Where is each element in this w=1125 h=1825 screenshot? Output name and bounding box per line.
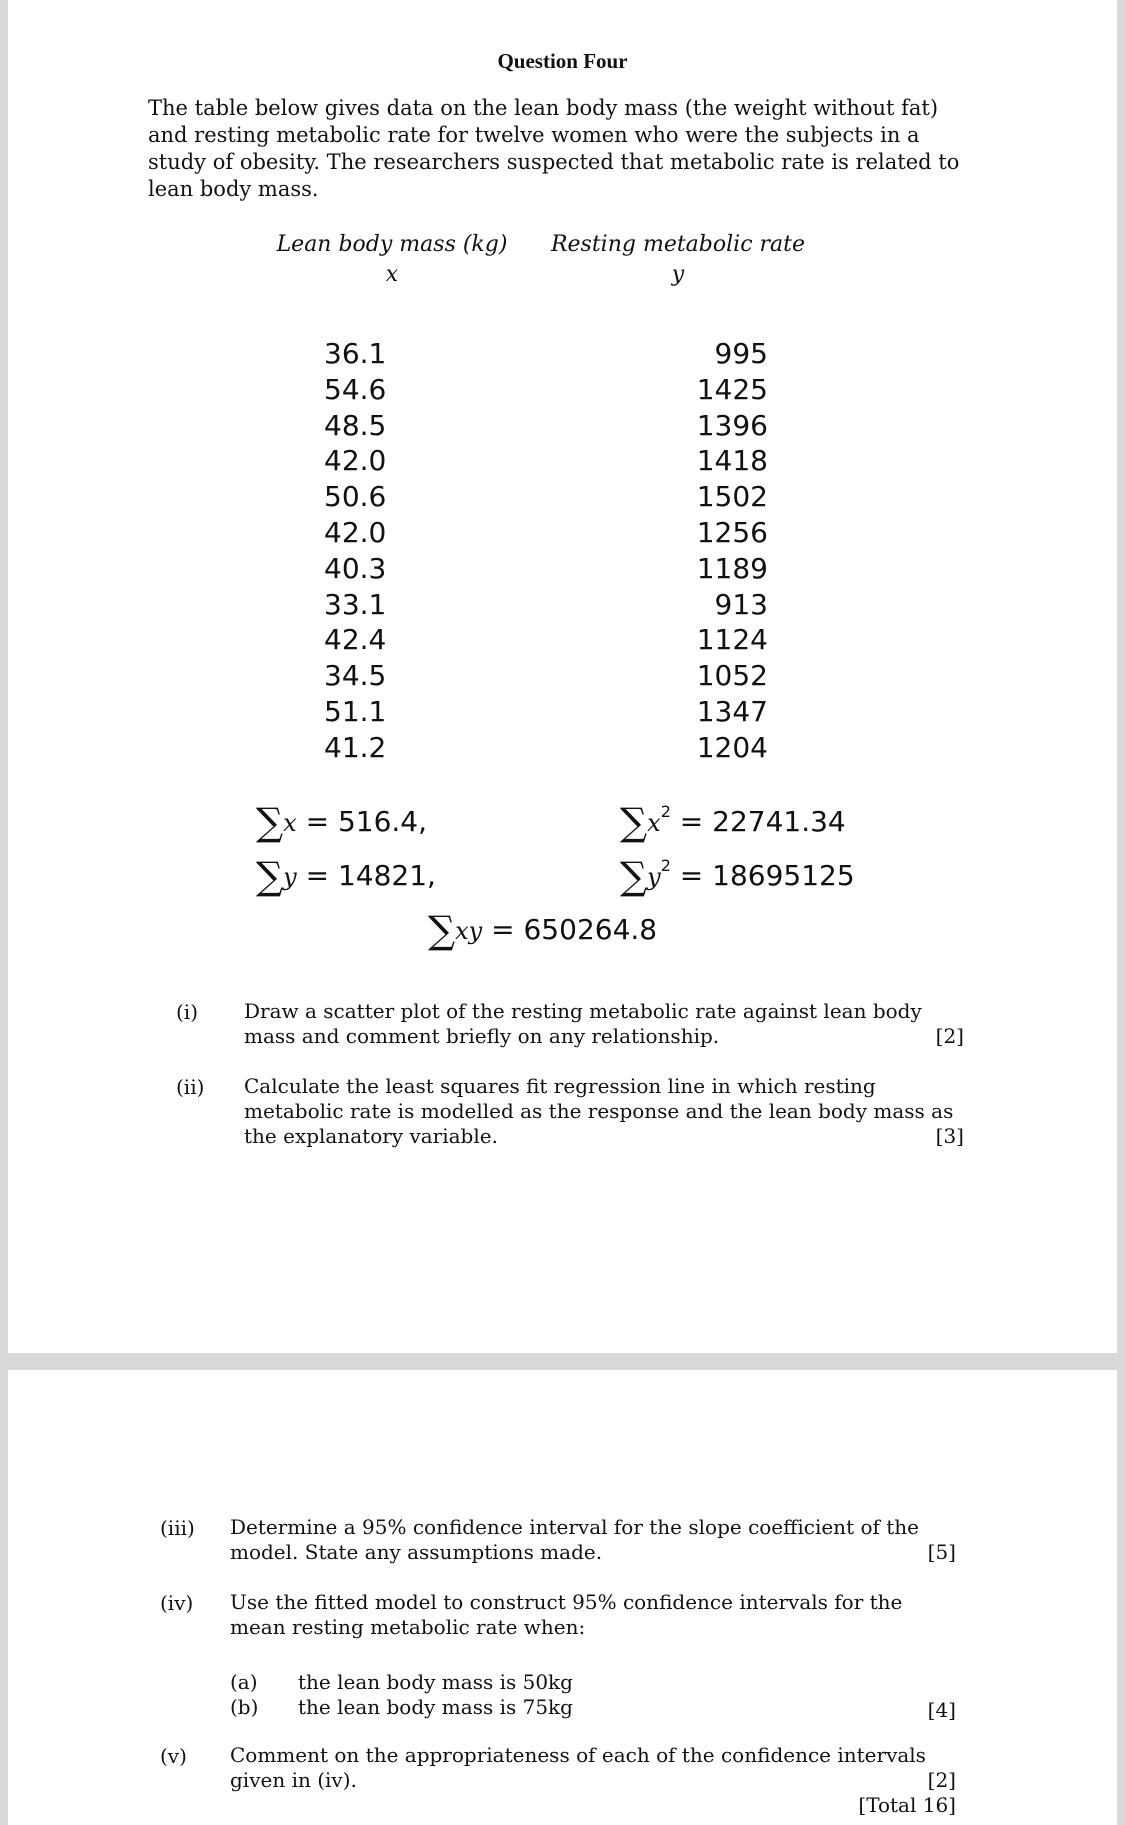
part-iv-mark: [4]: [927, 1698, 956, 1722]
y-value: 1347: [696, 694, 768, 728]
x-value: 42.4: [324, 623, 387, 657]
x-value: 42.0: [324, 515, 387, 549]
total-mark: [Total 16]: [858, 1793, 956, 1817]
part-ii-number: (ii): [176, 1075, 205, 1099]
part-iv-a-text: the lean body mass is 50kg: [298, 1670, 573, 1694]
part-i-number: (i): [176, 1000, 199, 1024]
sum-x-squared: $\sum x^2 = 22741.34$: [620, 800, 846, 844]
page-2: [8, 1370, 1117, 1825]
part-iii-mark: [5]: [927, 1540, 956, 1564]
y-value: 1425: [696, 372, 768, 406]
x-column-header: Lean body mass (kg): [276, 232, 508, 257]
y-value: 1396: [696, 408, 768, 442]
part-ii-mark: [3]: [935, 1124, 964, 1148]
question-title: Question Four: [497, 49, 628, 73]
part-i-text: Draw a scatter plot of the resting metabolic rate against lean body mass and comment briefly on any relationship.: [244, 999, 922, 1048]
sum-xy: ∑xy = 650264.8: [428, 908, 658, 952]
intro-paragraph: The table below gives data on the lean body mass (the weight without fat) and resting metabolic rate for twelve women who were the subjects in a study of obesity. The researchers suspected that metabolic rate is related to lean body mass.: [148, 96, 960, 201]
y-values-column: [648, 336, 768, 766]
part-ii-text: Calculate the least squares fit regression line in which resting metabolic rate is modelled as the response and the lean body mass as the explanatory variable.: [244, 1074, 954, 1148]
sum-y: ∑y = 14821,: [256, 854, 436, 898]
part-iv-b-number: (b): [230, 1695, 259, 1719]
y-value: 1052: [696, 659, 768, 693]
part-v-mark: [2]: [927, 1768, 956, 1792]
sum-y-squared: $\sum y^2 = 18695125$: [620, 854, 855, 898]
x-value: 48.5: [324, 408, 387, 442]
part-v-number: (v): [160, 1744, 187, 1768]
part-iv-b-text: the lean body mass is 75kg: [298, 1695, 573, 1719]
x-symbol: x: [385, 262, 399, 287]
page-1: [8, 0, 1117, 1353]
part-iii-number: (iii): [160, 1516, 195, 1540]
x-value: 54.6: [324, 372, 387, 406]
part-v-text: Comment on the appropriateness of each of the confidence intervals given in (iv).: [230, 1743, 926, 1792]
y-value: 1124: [696, 623, 768, 657]
x-value: 33.1: [324, 587, 387, 621]
part-iv-number: (iv): [160, 1591, 194, 1615]
y-value: 1204: [696, 730, 768, 764]
y-column-header: Resting metabolic rate: [550, 232, 806, 257]
x-value: 42.0: [324, 444, 387, 478]
y-value: 1256: [696, 515, 768, 549]
y-value: 995: [714, 337, 768, 370]
x-value: 40.3: [324, 551, 387, 585]
part-iii-text: Determine a 95% confidence interval for the slope coefficient of the model. State any assumptions made.: [230, 1515, 920, 1564]
part-i-mark: [2]: [935, 1024, 964, 1048]
x-value: 36.1: [324, 337, 387, 370]
x-values-column: [324, 336, 386, 766]
x-value: 51.1: [324, 694, 387, 728]
x-value: 50.6: [324, 480, 387, 514]
y-value: 1418: [696, 444, 768, 478]
sum-x: ∑x = 516.4,: [256, 800, 428, 844]
part-iv-text: Use the fitted model to construct 95% confidence intervals for the mean resting metabolic rate when:: [230, 1590, 903, 1639]
part-iv-a-number: (a): [230, 1670, 258, 1694]
y-value: 913: [714, 587, 768, 621]
y-value: 1502: [696, 480, 768, 514]
y-value: 1189: [696, 551, 768, 585]
x-value: 41.2: [324, 730, 387, 764]
x-value: 34.5: [324, 659, 387, 693]
y-symbol: y: [671, 262, 685, 287]
